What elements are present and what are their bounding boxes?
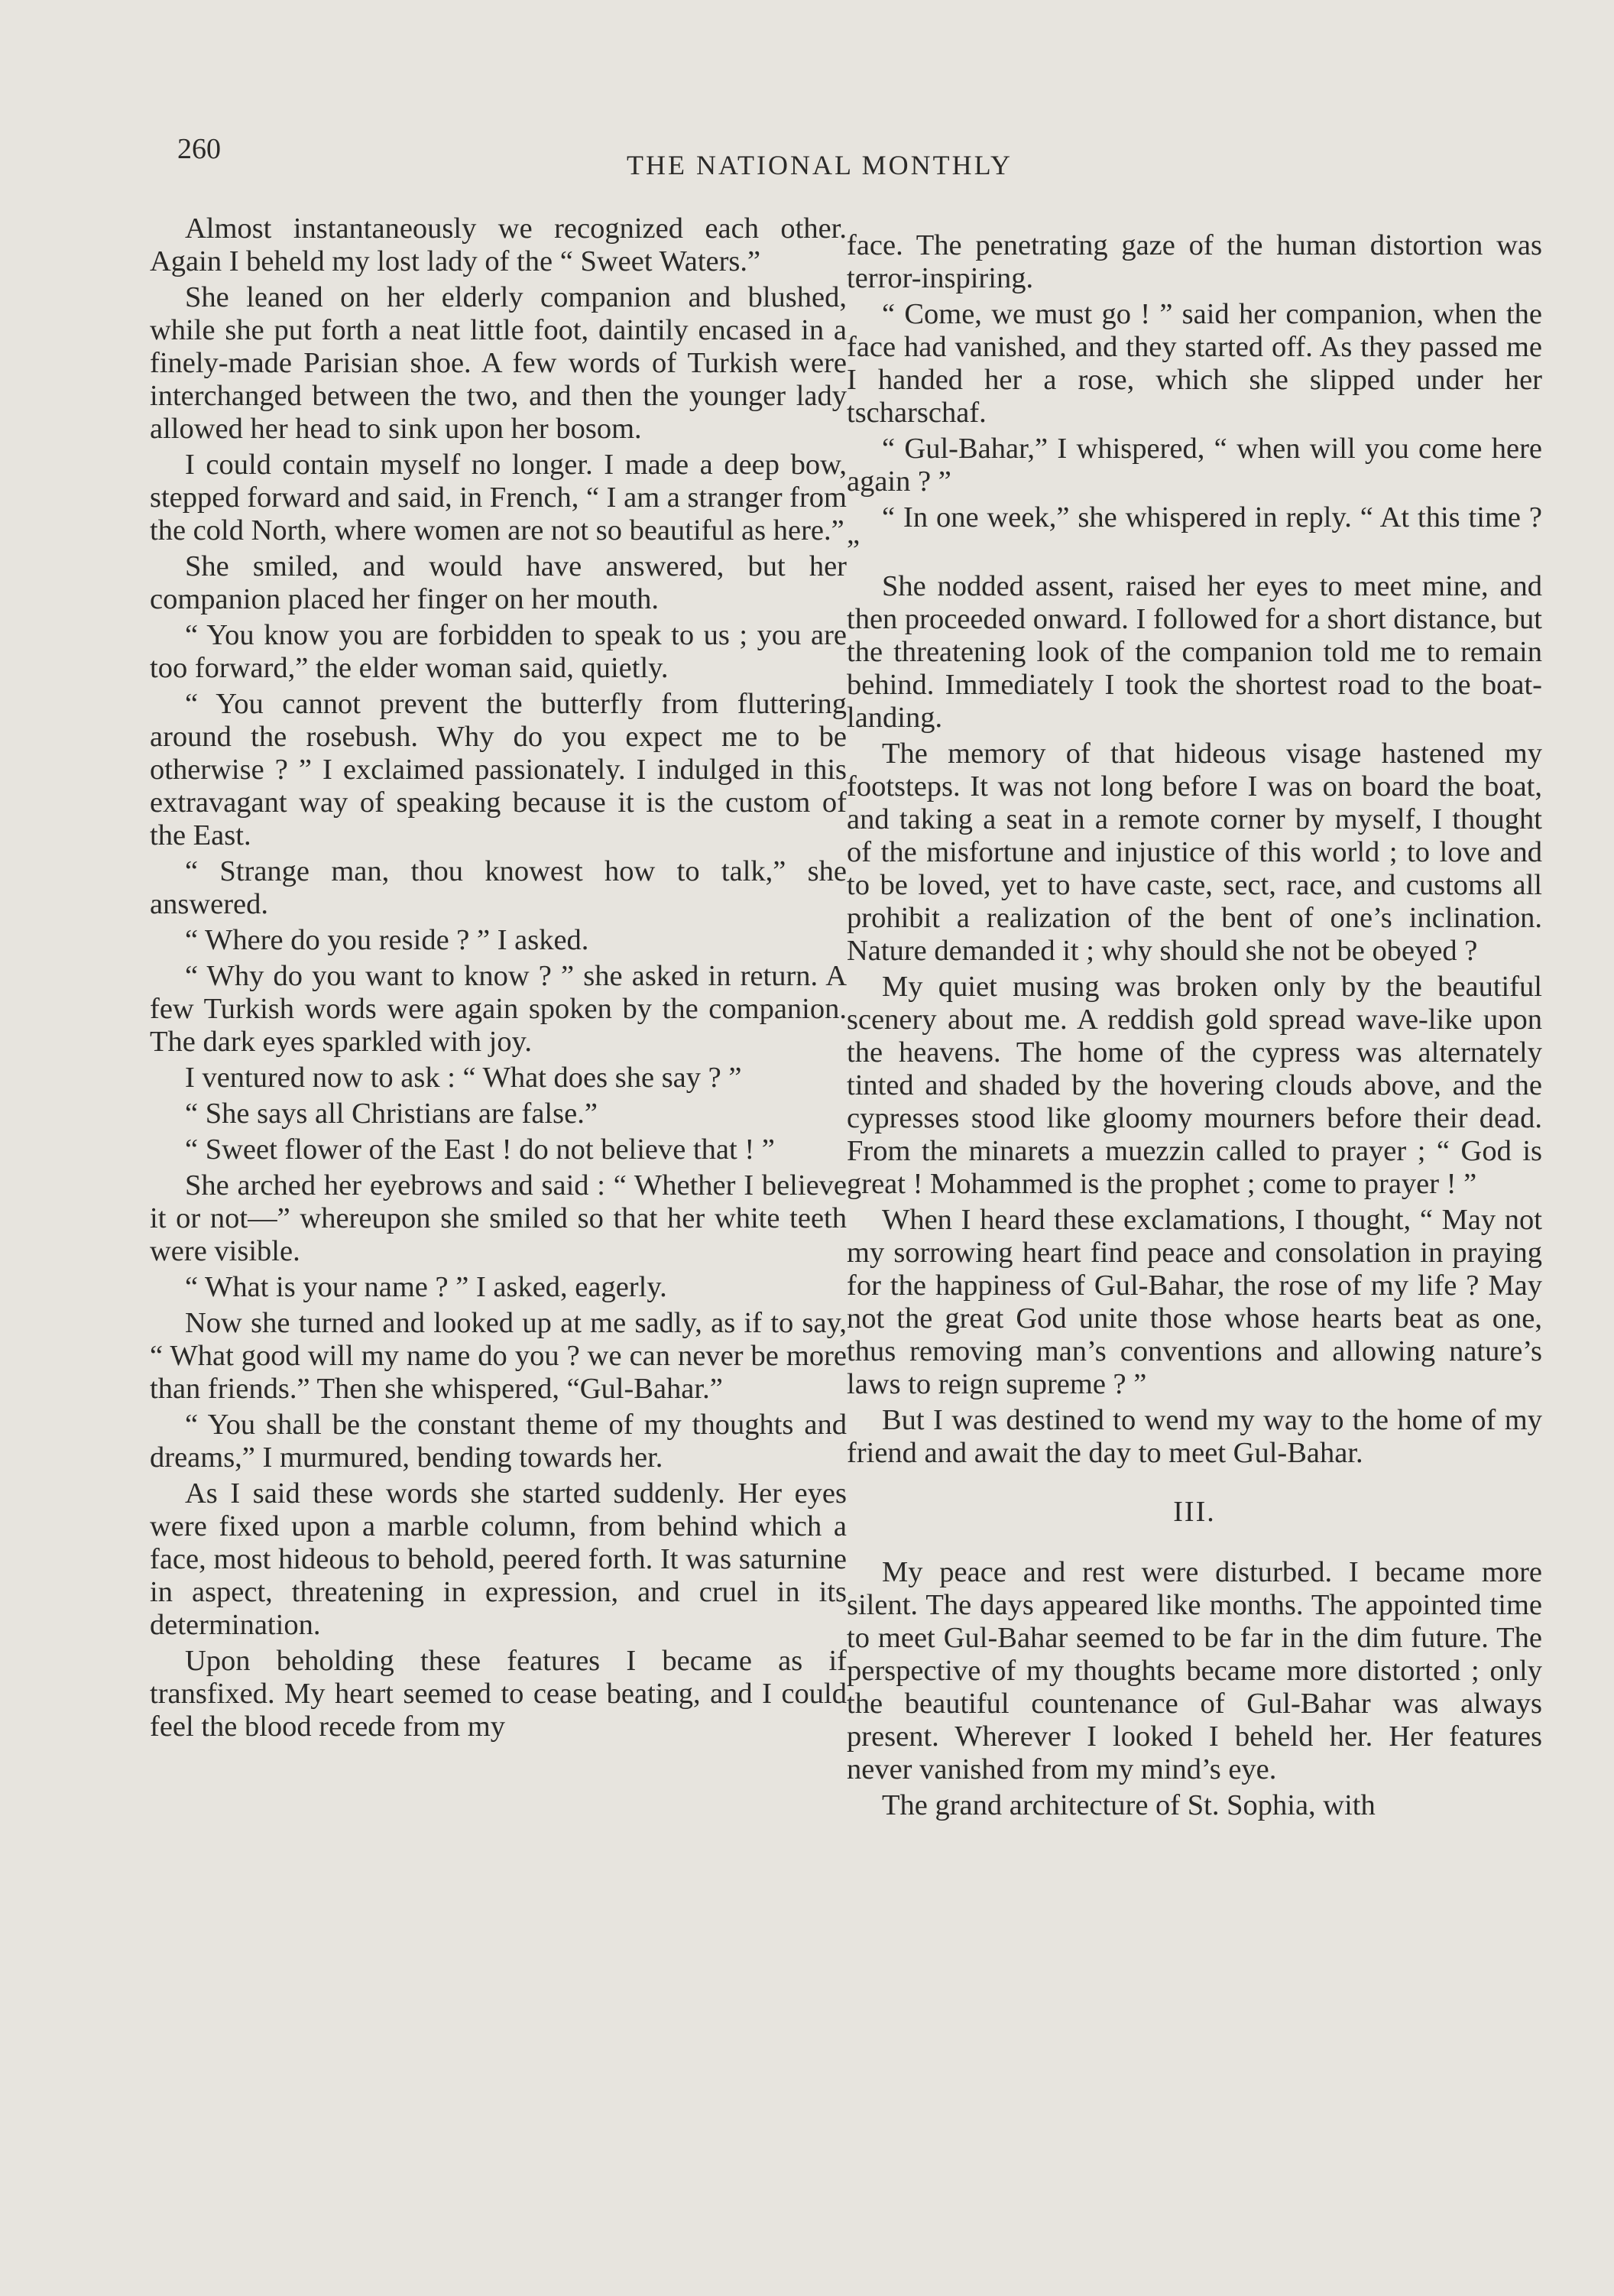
paragraph: “ Strange man, thou knowest how to talk,” she answered. <box>150 855 847 920</box>
paragraph: “ In one week,” she whispered in reply. “ At this time ? ” <box>847 501 1542 566</box>
paragraph: “ Why do you want to know ? ” she asked in return. A few Turkish words were again spoken by the companion. The dark eyes sparkled with joy. <box>150 960 847 1058</box>
paragraph: “ Come, we must go ! ” said her companion, when the face had vanished, and they started off. As they passed me I handed her a rose, which she slipped under her tscharschaf. <box>847 298 1542 429</box>
paragraph: When I heard these exclamations, I thought, “ May not my sorrowing heart find peace and consolation in praying for the happiness of Gul-Bahar, the rose of my life ? May not the great God unite those whose hearts beat as one, thus removing man’s conventions and allowing nature’s laws to reign supreme ? ” <box>847 1204 1542 1400</box>
paragraph: “ What is your name ? ” I asked, eagerly. <box>185 1271 667 1303</box>
paragraph: My peace and rest were disturbed. I became more silent. The days appeared like months. The appointed time to meet Gul-Bahar seemed to be far in the dim future. The perspective of my thoughts became more distorted ; only the beautiful countenance of Gul-Bahar was always present. Wherever I looked I beheld her. Her features never vanished from my mind’s eye. <box>847 1556 1542 1785</box>
continued-paragraph: face. The penetrating gaze of the human distortion was terror-inspiring. <box>847 229 1542 294</box>
paragraph: Almost instantaneously we recognized each other. Again I beheld my lost lady of the “ Sweet Waters.” <box>150 212 847 277</box>
paragraph: She smiled, and would have answered, but her companion placed her finger on her mouth. <box>150 550 847 615</box>
paragraph: “ She says all Christians are false.” <box>185 1098 598 1130</box>
paragraph: The memory of that hideous visage hastened my footsteps. It was not long before I was on board the boat, and taking a seat in a remote corner by myself, I thought of the misfortune and injustice of this world ; to love and to be loved, yet to have caste, sect, race, and customs all prohibit a realization of the bent of one’s inclination. Nature demanded it ; why should she not be obeyed ? <box>847 738 1542 967</box>
paragraph: My quiet musing was broken only by the beautiful scenery about me. A reddish gold spread wave-like upon the heavens. The home of the cypress was alternately tinted and shaded by the hovering clouds above, and the cypresses stood like gloomy mourners before their dead. From the minarets a muezzin called to prayer ; “ God is great ! Mohammed is the prophet ; come to prayer ! ” <box>847 971 1542 1200</box>
paragraph: Upon beholding these features I became as if transfixed. My heart seemed to cease beating, and I could feel the blood recede from my <box>150 1645 847 1743</box>
paragraph: “ You know you are forbidden to speak to us ; you are too forward,” the elder woman said, quietly. <box>150 619 847 684</box>
paragraph: “ Where do you reside ? ” I asked. <box>185 924 589 956</box>
paragraph: “ Gul-Bahar,” I whispered, “ when will you come here again ? ” <box>847 433 1542 498</box>
paragraph: She leaned on her elderly companion and blushed, while she put forth a neat little foot, daintily encased in a finely-made Parisian shoe. A few words of Turkish were interchanged between the two, and then the younger lady allowed her head to sink upon her bosom. <box>150 281 847 445</box>
paragraph: She nodded assent, raised her eyes to meet mine, and then proceeded onward. I followed for a short distance, but the threatening look of the companion told me to remain behind. Immediately I took the shortest road to the boat-landing. <box>847 570 1542 734</box>
paragraph: The grand architecture of St. Sophia, with <box>882 1789 1376 1821</box>
paragraph: I could contain myself no longer. I made a deep bow, stepped forward and said, in French, “ I am a stranger from the cold North, where women are not so beautiful as here.” <box>150 449 847 546</box>
paragraph: “ You shall be the constant theme of my thoughts and dreams,” I murmured, bending towards her. <box>150 1409 847 1474</box>
right-column <box>847 229 1542 1825</box>
paragraph: As I said these words she started suddenly. Her eyes were fixed upon a marble column, from behind which a face, most hideous to behold, peered forth. It was saturnine in aspect, threatening in expression, and cruel in its determination. <box>150 1477 847 1641</box>
paragraph: “ You cannot prevent the butterfly from fluttering around the rosebush. Why do you expect me to be otherwise ? ” I exclaimed passionately. I indulged in this extravagant way of speaking because it is the custom of the East. <box>150 688 847 851</box>
paragraph: I ventured now to ask : “ What does she say ? ” <box>185 1062 742 1094</box>
running-head: THE NATIONAL MONTHLY <box>627 150 1013 180</box>
paragraph: “ Sweet flower of the East ! do not believe that ! ” <box>185 1133 775 1166</box>
paragraph: She arched her eyebrows and said : “ Whether I believe it or not—” whereupon she smiled so that her white teeth were visible. <box>150 1169 847 1267</box>
left-column <box>150 212 847 1746</box>
page-number: 260 <box>177 133 221 165</box>
section-heading: III. <box>1173 1496 1216 1528</box>
paragraph: Now she turned and looked up at me sadly, as if to say, “ What good will my name do you ? we can never be more than friends.” Then she whispered, “Gul-Bahar.” <box>150 1307 847 1405</box>
paragraph: But I was destined to wend my way to the home of my friend and await the day to meet Gul-Bahar. <box>847 1404 1542 1469</box>
